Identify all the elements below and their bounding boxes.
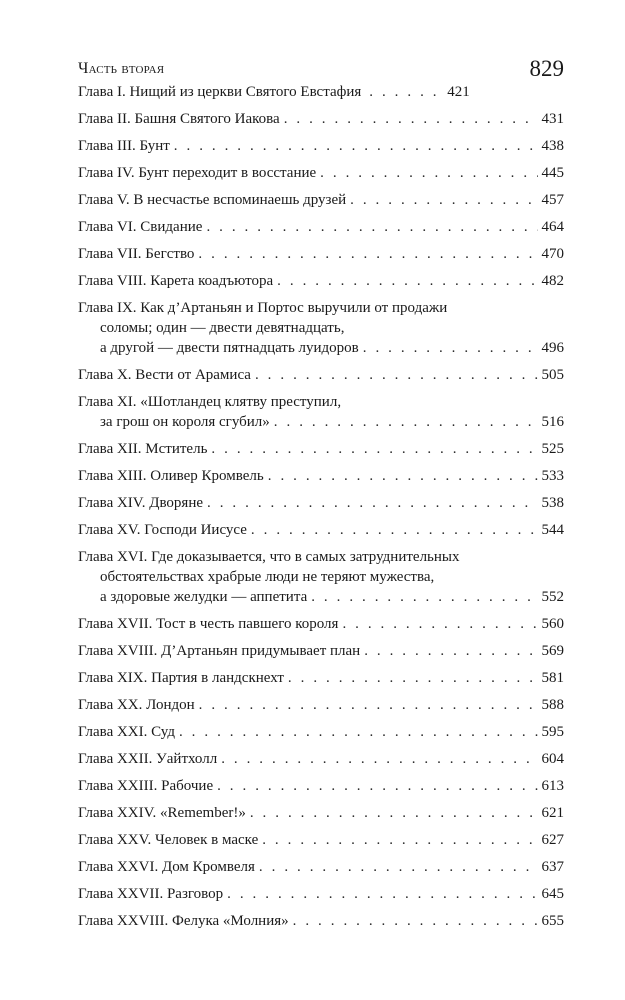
dot-leader <box>311 587 537 607</box>
toc-entry-title-line <box>78 803 564 823</box>
dot-leader <box>274 412 538 432</box>
toc-entry <box>78 641 564 661</box>
toc-entry-page-number: 464 <box>541 219 564 235</box>
toc-entry-page-number: 445 <box>541 165 564 181</box>
toc-entry-text: Глава XIV. Дворяне <box>78 495 204 511</box>
toc-entry-page-number: 627 <box>541 832 564 848</box>
toc-entry-page-number: 482 <box>541 273 564 289</box>
toc-entry-title-line <box>78 884 564 904</box>
toc-entry <box>78 439 564 459</box>
toc-entry-title-line <box>78 271 564 291</box>
toc-entry-page-number: 544 <box>541 522 564 538</box>
toc-entry <box>78 614 564 634</box>
dot-leader <box>227 884 537 904</box>
toc-entry-title-line <box>78 82 564 102</box>
toc-entry-text: Глава II. Башня Святого Иакова <box>78 111 280 127</box>
toc-entry-text: Глава IV. Бунт переходит в восстание <box>78 165 317 181</box>
dot-leader <box>363 338 538 358</box>
toc-entry-title-line <box>78 466 564 486</box>
toc-entry-page-number: 581 <box>541 670 564 686</box>
toc-entry-text: Глава VII. Бегство <box>78 246 195 262</box>
toc-entry <box>78 392 564 432</box>
dot-leader <box>250 803 538 823</box>
toc-entry-page-number: 538 <box>541 495 564 511</box>
toc-entry <box>78 857 564 877</box>
toc-entry-title-line <box>78 857 564 877</box>
toc-entry <box>78 547 564 607</box>
toc-entry-text: Глава XXVIII. Фелука «Молния» <box>78 913 289 929</box>
toc-entry-title-line <box>78 749 564 769</box>
toc-entry-text: Глава XIII. Оливер Кромвель <box>78 468 264 484</box>
dot-leader <box>206 217 537 237</box>
toc-entry-page-number: 621 <box>541 805 564 821</box>
toc-entry-title-line <box>78 217 564 237</box>
toc-entry <box>78 884 564 904</box>
dot-leader <box>369 82 437 102</box>
toc-entry-text: Глава XXIV. «Remember!» <box>78 805 246 821</box>
toc-entry <box>78 365 564 385</box>
toc-entry-text: Глава XV. Господи Иисусе <box>78 522 247 538</box>
toc-entry-text: а здоровые желудки — аппетита <box>100 589 308 605</box>
toc-entry-page-number: 655 <box>541 913 564 929</box>
dot-leader <box>211 439 537 459</box>
toc-entry-text: Глава XVI. Где доказывается, что в самых затруднительных <box>78 549 460 565</box>
toc-entry <box>78 298 564 358</box>
dot-leader <box>199 695 538 715</box>
toc-entry-text: Глава VIII. Карета коадъютора <box>78 273 274 289</box>
toc-entry-title-line <box>78 695 564 715</box>
dot-leader <box>268 466 538 486</box>
toc-entry-title-line <box>78 298 564 318</box>
toc-entry-page-number: 457 <box>541 192 564 208</box>
toc-entry <box>78 190 564 210</box>
toc-entry-title-line <box>78 163 564 183</box>
toc-entry-title-line <box>78 641 564 661</box>
toc-entry-title-line <box>78 136 564 156</box>
toc-entry-text: Глава XVII. Тост в честь павшего короля <box>78 616 339 632</box>
dot-leader <box>259 857 538 877</box>
toc-entry <box>78 466 564 486</box>
toc-entry-page-number: 637 <box>541 859 564 875</box>
dot-leader <box>277 271 537 291</box>
toc-entry-text: Глава XX. Лондон <box>78 697 195 713</box>
toc-entry-page-number: 470 <box>541 246 564 262</box>
toc-entry-text: соломы; один — двести девятнадцать, <box>100 320 345 336</box>
toc-entry-text: Глава XIX. Партия в ландскнехт <box>78 670 284 686</box>
toc-entry-text: Глава XXI. Суд <box>78 724 175 740</box>
toc-entry-text: обстоятельствах храбрые люди не теряют мужества, <box>100 569 435 585</box>
toc-entry-title-line <box>78 722 564 742</box>
toc-entry-text: Глава XXV. Человек в маске <box>78 832 259 848</box>
toc-entry-page-number: 588 <box>541 697 564 713</box>
toc-entry-title-line <box>78 520 564 540</box>
toc-entry-text: а другой — двести пятнадцать луидоров <box>100 340 359 356</box>
dot-leader <box>288 668 538 688</box>
dot-leader <box>364 641 537 661</box>
toc-entry-title-line <box>78 668 564 688</box>
toc-entry-continuation-line <box>78 567 564 587</box>
toc-entry <box>78 109 564 129</box>
toc-entry-text: Глава XI. «Шотландец клятву преступил, <box>78 394 342 410</box>
toc-entry-page-number: 438 <box>541 138 564 154</box>
toc-entry-title-line <box>78 776 564 796</box>
toc-entry-page-number: 505 <box>541 367 564 383</box>
toc-entry-text: Глава XXVII. Разговор <box>78 886 224 902</box>
toc-entry-page-number: 431 <box>541 111 564 127</box>
dot-leader <box>350 190 537 210</box>
toc-entry-text: Глава XII. Мститель <box>78 441 208 457</box>
toc-entry <box>78 163 564 183</box>
toc-entry-title-line <box>78 392 564 412</box>
table-of-contents <box>78 82 564 938</box>
part-title: Часть вторая <box>78 60 165 77</box>
toc-entry-text: Глава XVIII. Д’Артаньян придумывает план <box>78 643 361 659</box>
toc-entry <box>78 82 564 102</box>
toc-entry-title-line <box>78 439 564 459</box>
toc-entry-continuation-line <box>78 412 564 432</box>
toc-entry-text: Глава X. Вести от Арамиса <box>78 367 251 383</box>
toc-entry-continuation-line <box>78 318 564 338</box>
toc-entry-page-number: 560 <box>541 616 564 632</box>
toc-entry-text: Глава XXVI. Дом Кромвеля <box>78 859 255 875</box>
dot-leader <box>284 109 538 129</box>
page-number: 829 <box>529 56 564 81</box>
toc-entry-title-line <box>78 547 564 567</box>
toc-entry <box>78 271 564 291</box>
toc-entry-title-line <box>78 614 564 634</box>
toc-entry-title-line <box>78 365 564 385</box>
toc-entry-text: Глава I. Нищий из церкви Святого Евстафия <box>78 84 362 100</box>
toc-entry-text: Глава VI. Свидание <box>78 219 203 235</box>
dot-leader <box>174 136 538 156</box>
toc-entry-continuation-line <box>78 338 564 358</box>
dot-leader <box>251 520 538 540</box>
toc-entry <box>78 668 564 688</box>
toc-entry-page-number: 552 <box>541 589 564 605</box>
toc-entry-page-number: 613 <box>541 778 564 794</box>
toc-entry-page-number: 533 <box>541 468 564 484</box>
toc-entry <box>78 776 564 796</box>
toc-entry <box>78 493 564 513</box>
dot-leader <box>207 493 537 513</box>
dot-leader <box>262 830 537 850</box>
toc-entry-page-number: 421 <box>447 84 470 100</box>
dot-leader <box>342 614 537 634</box>
toc-entry <box>78 911 564 931</box>
toc-entry-page-number: 604 <box>541 751 564 767</box>
toc-entry <box>78 830 564 850</box>
toc-entry-page-number: 595 <box>541 724 564 740</box>
toc-entry <box>78 136 564 156</box>
toc-entry-text: Глава XXIII. Рабочие <box>78 778 214 794</box>
toc-entry-page-number: 525 <box>541 441 564 457</box>
toc-entry-title-line <box>78 830 564 850</box>
toc-entry <box>78 803 564 823</box>
toc-entry-text: Глава V. В несчастье вспоминаешь друзей <box>78 192 347 208</box>
toc-entry <box>78 749 564 769</box>
toc-entry-text: Глава III. Бунт <box>78 138 170 154</box>
toc-entry <box>78 695 564 715</box>
toc-entry <box>78 244 564 264</box>
dot-leader <box>255 365 538 385</box>
dot-leader <box>179 722 538 742</box>
toc-entry <box>78 217 564 237</box>
toc-entry-text: за грош он короля сгубил» <box>100 414 270 430</box>
toc-entry-continuation-line <box>78 587 564 607</box>
toc-entry-page-number: 496 <box>541 340 564 356</box>
toc-entry <box>78 520 564 540</box>
toc-entry-title-line <box>78 493 564 513</box>
dot-leader <box>198 244 537 264</box>
toc-entry <box>78 722 564 742</box>
toc-entry-title-line <box>78 109 564 129</box>
toc-entry-text: Глава IX. Как д’Артаньян и Портос выручили от продажи <box>78 300 448 316</box>
toc-entry-page-number: 569 <box>541 643 564 659</box>
toc-entry-title-line <box>78 244 564 264</box>
dot-leader <box>293 911 538 931</box>
toc-entry-text: Глава XXII. Уайтхолл <box>78 751 218 767</box>
toc-entry-title-line <box>78 190 564 210</box>
dot-leader <box>221 749 537 769</box>
toc-entry-page-number: 516 <box>541 414 564 430</box>
toc-entry-title-line <box>78 911 564 931</box>
dot-leader <box>217 776 537 796</box>
dot-leader <box>320 163 537 183</box>
toc-entry-page-number: 645 <box>541 886 564 902</box>
